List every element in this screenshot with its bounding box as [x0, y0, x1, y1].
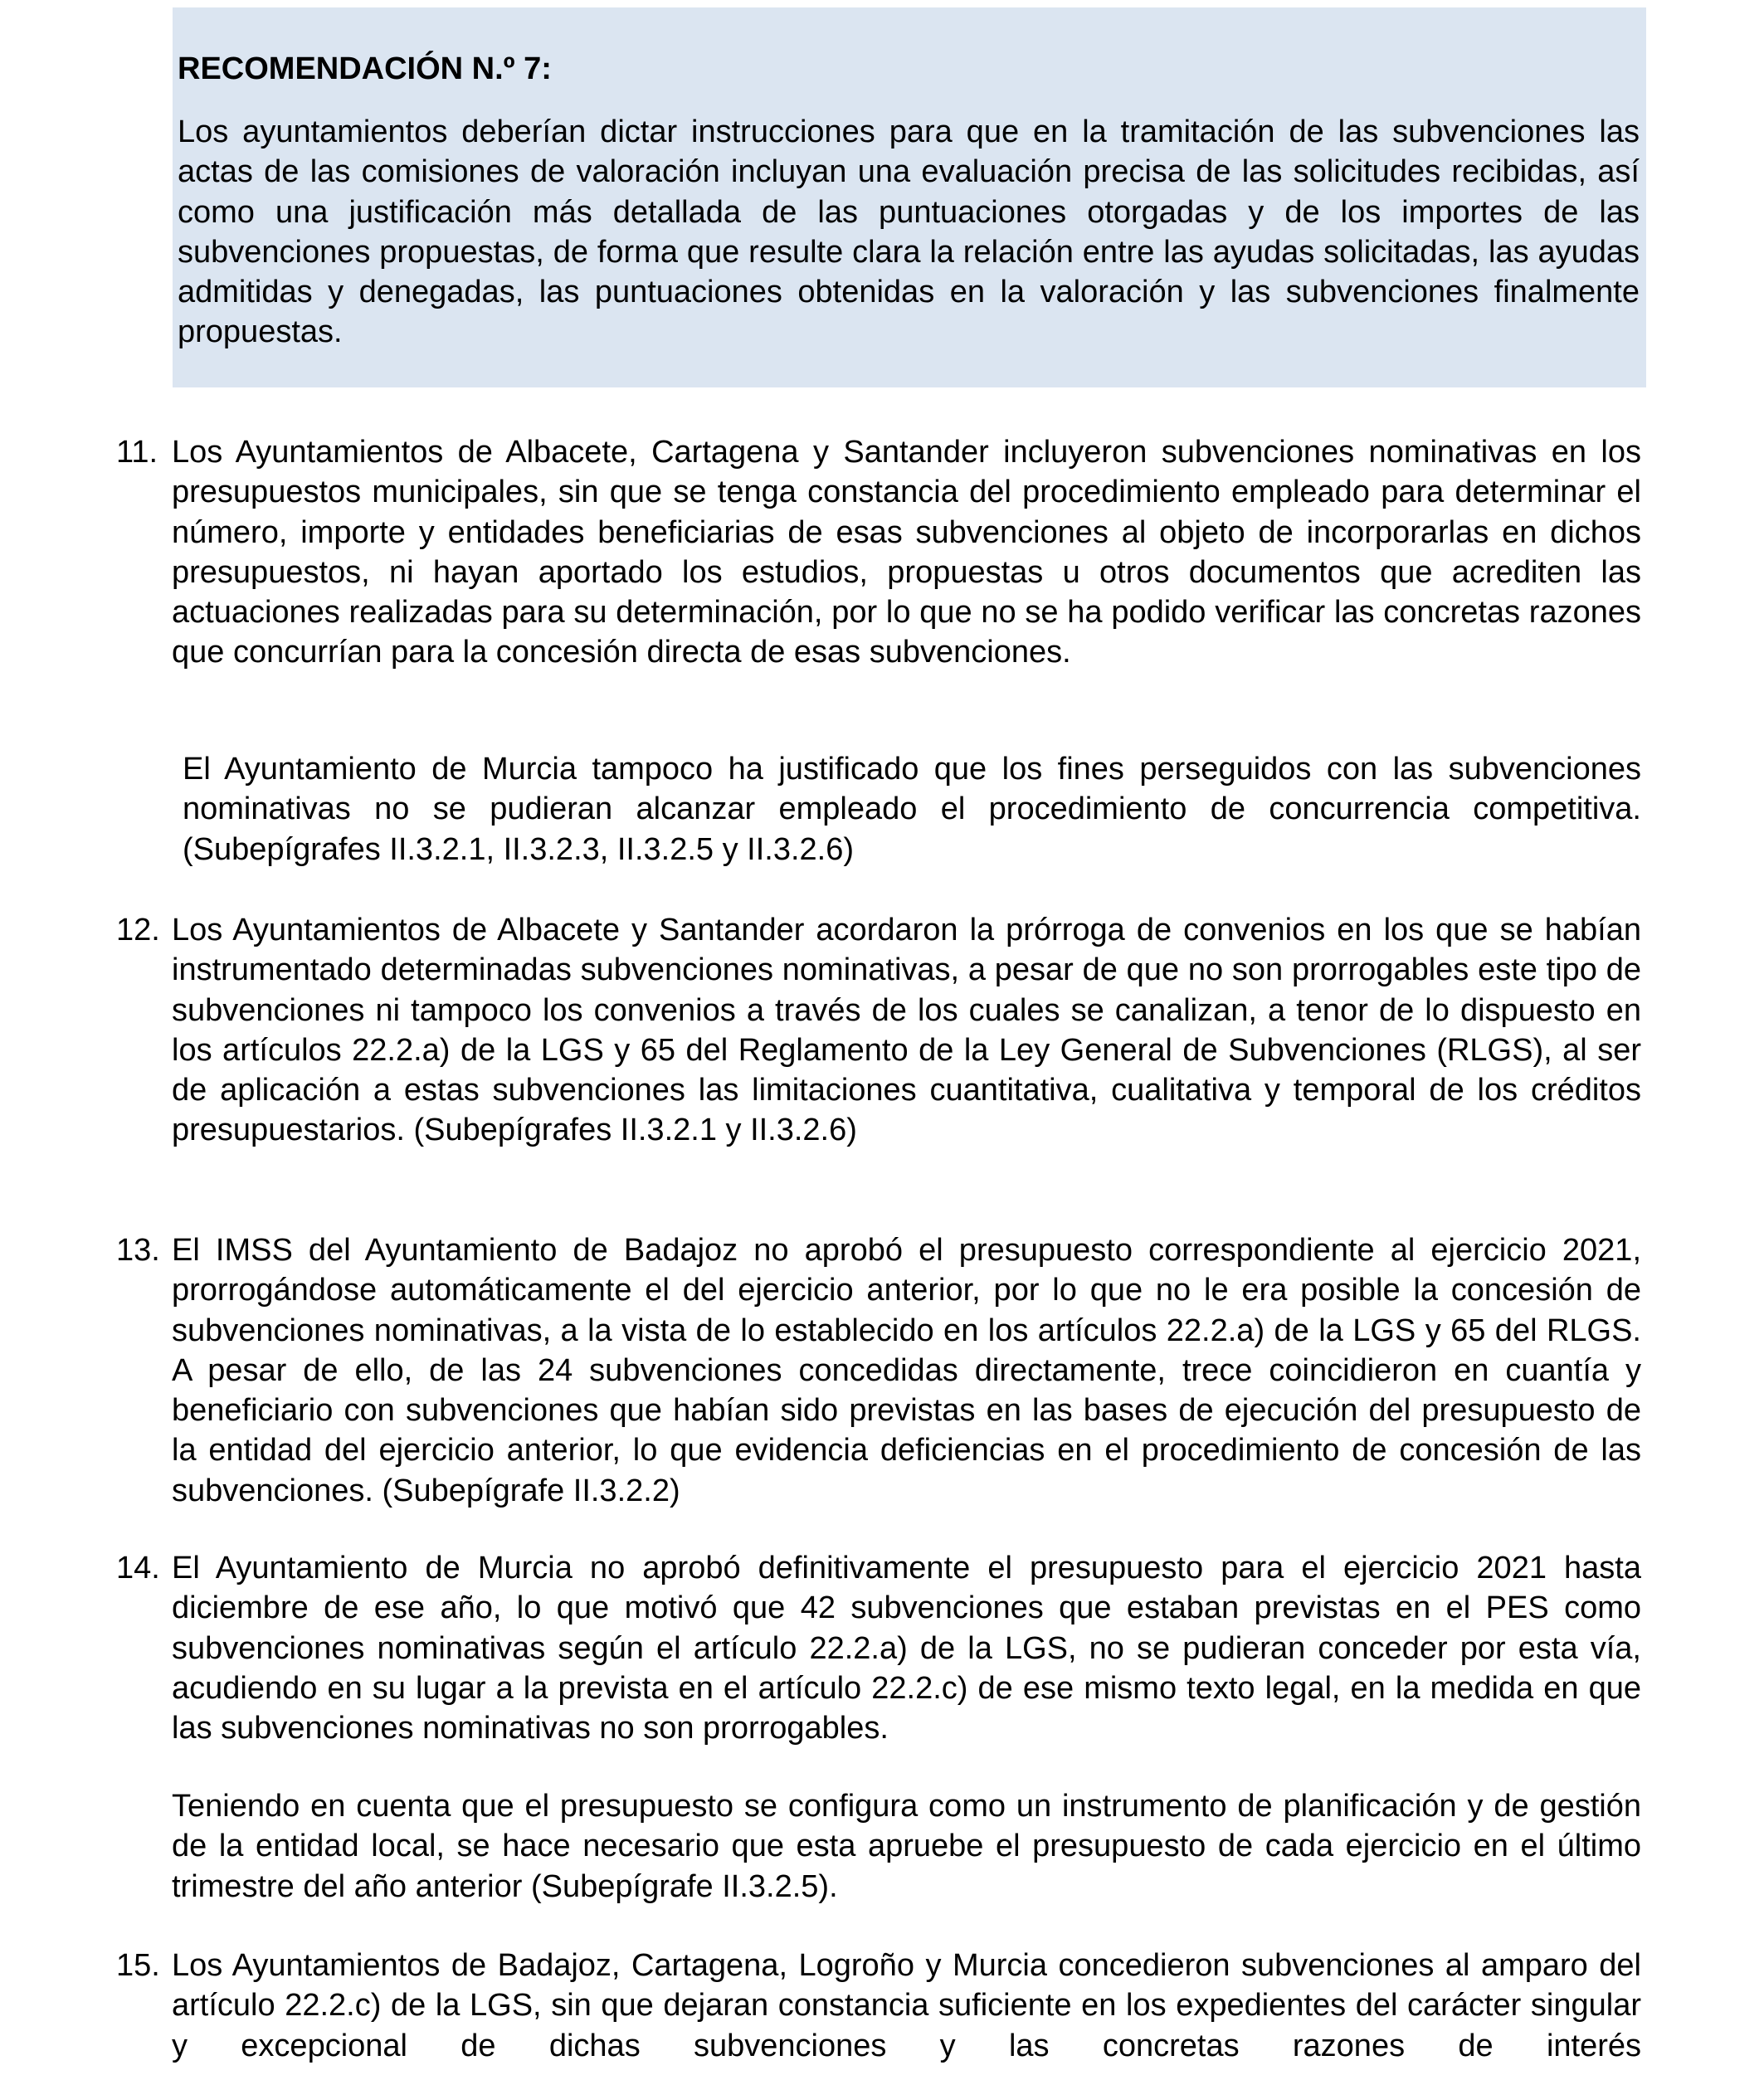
item-number: 14.: [116, 1551, 160, 1585]
item-number: 15.: [116, 1948, 160, 1983]
item-text: Los Ayuntamientos de Albacete y Santander acordaron la prórroga de convenios en los que se habían instrumentado determinadas subvenciones nominativas, a pesar de que no son prorrogables este tipo de subvenciones ni tampoco los convenios a través de los cuales se canalizan, a tenor de lo dispuesto en los artículos 22.2.a) de la LGS y 65 del Reglamento de la Ley General de Subvenciones (RLGS), al ser de aplicación a estas subvenciones las limitaciones cuantitativa, cualitativa y temporal de los créditos presupuestarios. (Subepígrafes II.3.2.1 y II.3.2.6): [172, 913, 1641, 1148]
item-number: 11.: [116, 435, 158, 470]
item-11-subparagraph: El Ayuntamiento de Murcia tampoco ha justificado que los fines perseguidos con las subvenciones nominativas no se pudieran alcanzar empleado el procedimiento de concurrencia competitiva. (Subepígrafes II.3.2.1, II.3.2.3, II.3.2.5 y II.3.2.6): [183, 752, 1641, 867]
list-item-14: [116, 1548, 1641, 1748]
item-text: El Ayuntamiento de Murcia no aprobó definitivamente el presupuesto para el ejercicio 2021 hasta diciembre de ese año, lo que motivó que 42 subvenciones que estaban previstas en el PES como subvenciones nominativas según el artículo 22.2.a) de la LGS, no se pudieran conceder por esta vía, acudiendo en su lugar a la prevista en el artículo 22.2.c) de ese mismo texto legal, en la medida en que las subvenciones nominativas no son prorrogables.: [172, 1551, 1641, 1746]
item-14-subparagraph: Teniendo en cuenta que el presupuesto se configura como un instrumento de planificación y de gestión de la entidad local, se hace necesario que esta apruebe el presupuesto de cada ejercicio en el último trimestre del año anterior (Subepígrafe II.3.2.5).: [172, 1789, 1641, 1904]
item-text: Los Ayuntamientos de Badajoz, Cartagena, Logroño y Murcia concedieron subvenciones al amparo del artículo 22.2.c) de la LGS, sin que dejaran constancia suficiente en los expedientes del carácter singular y excepcional de dichas subvenciones y las concretas razones de interés: [172, 1948, 1641, 2063]
item-number: 13.: [116, 1233, 160, 1268]
item-text: El IMSS del Ayuntamiento de Badajoz no aprobó el presupuesto correspondiente al ejercicio 2021, prorrogándose automáticamente el del ejercicio anterior, por lo que no le era posible la concesión de subvenciones nominativas, a la vista de lo establecido en los artículos 22.2.a) de la LGS y 65 del RLGS. A pesar de ello, de las 24 subvenciones concedidas directamente, trece coincidieron en cuantía y beneficiario con subvenciones que habían sido previstas en las bases de ejecución del presupuesto de la entidad del ejercicio anterior, lo que evidencia deficiencias en el procedimiento de concesión de las subvenciones. (Subepígrafe II.3.2.2): [172, 1233, 1641, 1508]
list-item-13: [116, 1230, 1641, 1511]
recommendation-title: RECOMENDACIÓN N.º 7:: [178, 51, 552, 86]
list-item-11: [116, 432, 1641, 673]
list-item-15: [116, 1946, 1641, 2066]
item-text: Los Ayuntamientos de Albacete, Cartagena y Santander incluyeron subvenciones nominativas en los presupuestos municipales, sin que se tenga constancia del procedimiento empleado para determinar el número, importe y entidades beneficiarias de esas subvenciones al objeto de incorporarlas en dichos presupuestos, ni hayan aportado los estudios, propuestas u otros documentos que acrediten las actuaciones realizadas para su determinación, por lo que no se ha podido verificar las concretas razones que concurrían para la concesión directa de esas subvenciones.: [172, 435, 1641, 670]
item-number: 12.: [116, 913, 160, 947]
recommendation-box: [173, 7, 1646, 387]
list-item-12: [116, 910, 1641, 1151]
recommendation-body: Los ayuntamientos deberían dictar instrucciones para que en la tramitación de las subvenciones las actas de las comisiones de valoración incluyan una evaluación precisa de las solicitudes recibidas, así como una justificación más detallada de las puntuaciones otorgadas y de los importes de las subvenciones propuestas, de forma que resulte clara la relación entre las ayudas solicitadas, las ayudas admitidas y denegadas, las puntuaciones obtenidas en la valoración y las subvenciones finalmente propuestas.: [178, 114, 1640, 350]
